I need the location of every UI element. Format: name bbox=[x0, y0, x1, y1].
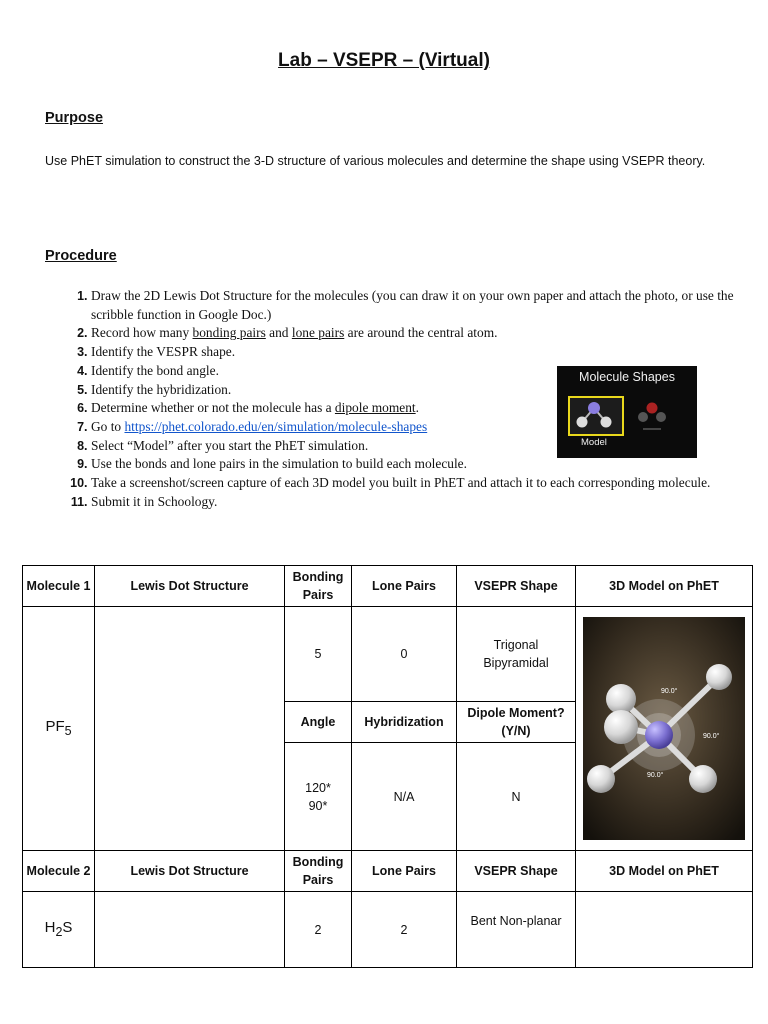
molecule-table bbox=[22, 565, 753, 968]
hybridization-pf5: N/A bbox=[352, 743, 457, 851]
page-title: Lab – VSEPR – (Virtual) bbox=[278, 50, 490, 71]
step-11: 11. Submit it in Schoology. bbox=[91, 493, 768, 512]
molecule-pf5: $PF_5$ bbox=[23, 607, 95, 851]
step-1: 1. Draw the 2D Lewis Dot Structure for the molecules (you can draw it on your own paper and attach the photo, or use the scribble function in Google Doc.) bbox=[91, 287, 768, 324]
header-angle: Angle bbox=[285, 702, 352, 743]
step-4: 4. Identify the bond angle. bbox=[91, 362, 768, 381]
header-dipole: Dipole Moment? (Y/N) bbox=[457, 702, 576, 743]
step-2: 2. Record how many bonding pairs and lone pairs are around the central atom. bbox=[91, 324, 768, 343]
model-cell-h2s[interactable] bbox=[576, 892, 753, 968]
lone-h2s: 2 bbox=[352, 892, 457, 968]
header-model-2: 3D Model on PhET bbox=[576, 851, 753, 892]
shape-pf5: Trigonal Bipyramidal bbox=[457, 607, 576, 702]
header-lewis-2: Lewis Dot Structure bbox=[95, 851, 285, 892]
badge-title: Molecule Shapes bbox=[579, 370, 675, 384]
molecule-shapes-badge bbox=[557, 366, 697, 458]
table-header-row bbox=[23, 566, 753, 607]
angle-label-right: 90.0° bbox=[703, 733, 720, 740]
step-9: 9. Use the bonds and lone pairs in the simulation to build each molecule. bbox=[91, 455, 768, 474]
header-shape-2: VSEPR Shape bbox=[457, 851, 576, 892]
badge-molecule-icons bbox=[557, 366, 697, 458]
step-7: 7. Go to https://phet.colorado.edu/en/simulation/molecule-shapes bbox=[91, 418, 768, 437]
dipole-pf5: N bbox=[457, 743, 576, 851]
header-lewis: Lewis Dot Structure bbox=[95, 566, 285, 607]
step-3: 3. Identify the VESPR shape. bbox=[91, 343, 768, 362]
badge-model-label: Model bbox=[581, 437, 607, 448]
lone-pf5: 0 bbox=[352, 607, 457, 702]
header-lone: Lone Pairs bbox=[352, 566, 457, 607]
angle-label-top: 90.0° bbox=[661, 688, 678, 695]
model-cell-pf5 bbox=[576, 607, 753, 851]
step-8: 8. Select “Model” after you start the PhET simulation. bbox=[91, 437, 768, 456]
shape-h2s: Bent Non-planar bbox=[457, 892, 576, 968]
table-row bbox=[23, 607, 753, 702]
bonding-pf5: 5 bbox=[285, 607, 352, 702]
table-header-row bbox=[23, 851, 753, 892]
header-model: 3D Model on PhET bbox=[576, 566, 753, 607]
step-10: 10. Take a screenshot/screen capture of each 3D model you built in PhET and attach it to each corresponding molecule. bbox=[91, 474, 768, 493]
phet-model-image bbox=[583, 617, 745, 840]
phet-link[interactable]: https://phet.colorado.edu/en/simulation/molecule-shapes bbox=[124, 418, 428, 434]
molecule-h2s: $H_2S$ bbox=[23, 892, 95, 968]
header-molecule-1: Molecule 1 bbox=[23, 566, 95, 607]
step-5: 5. Identify the hybridization. bbox=[91, 381, 768, 400]
angle-pf5: 120* 90* bbox=[285, 743, 352, 851]
lewis-cell-h2s[interactable] bbox=[95, 892, 285, 968]
bonding-h2s: 2 bbox=[285, 892, 352, 968]
header-lone-2: Lone Pairs bbox=[352, 851, 457, 892]
header-bonding: Bonding Pairs bbox=[285, 566, 352, 607]
header-molecule-2: Molecule 2 bbox=[23, 851, 95, 892]
header-bonding-2: Bonding Pairs bbox=[285, 851, 352, 892]
step-6: 6. Determine whether or not the molecule has a dipole moment. bbox=[91, 399, 768, 418]
header-shape: VSEPR Shape bbox=[457, 566, 576, 607]
procedure-heading: Procedure bbox=[45, 248, 117, 264]
table-row bbox=[23, 892, 753, 968]
purpose-text: Use PhET simulation to construct the 3-D structure of various molecules and determine the shape using VSEPR theory. bbox=[45, 154, 706, 168]
angle-label-bottom: 90.0° bbox=[647, 772, 664, 779]
header-hybridization: Hybridization bbox=[352, 702, 457, 743]
lewis-cell-pf5[interactable] bbox=[95, 607, 285, 851]
purpose-heading: Purpose bbox=[45, 110, 104, 126]
